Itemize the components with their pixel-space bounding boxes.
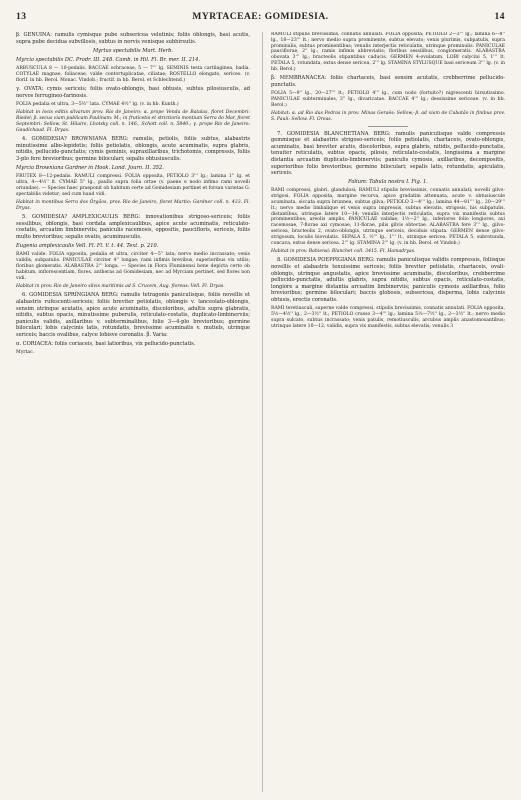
habitat-note: Habitat: α. ad Rio das Pedras in prov. Minas Geraës: Sellow; β. ad viam de Cubatão in finibus prov. S. Pauli: Sellow. Fl. Oreas. bbox=[271, 110, 505, 122]
paragraph: RAMI teretiusculi, superne valde compressi, stipulis brevissimis, connatis annulati. FOLIA opposita, 5½—4½'' lg., 2—3½'' lt.; PETIOLO crasso 3—4''' lg.; lamina 5½—7½'' lg., 2—3½'' lt.; nervo medio supra sulcato, subtus incrassato; venis patulis, remotiusculis, arcubus amplis anastomosantibus; utrinque latere 10—12, validis, supra vix manifestis, subtus elevatis; venulis 3 bbox=[271, 306, 505, 329]
synonym: Myrcia Browniana Gardner in Hook. Lond. Journ. II. 352. bbox=[16, 165, 164, 172]
left-page-number: 13 bbox=[16, 12, 27, 22]
right-page-number: 14 bbox=[494, 12, 505, 22]
paragraph: RAMI compressi, glabri, glandulosi; RAMULI stipulis brevissimis, connatis annulati; novelli gilvo-strigosi. FOLIA opposita, margine recurva, apice gradatim attenuata, acute v. obtusiuscule acuminata, siccata supra brunnea, subtus gilva; PETIOLO 2—4''' lg.; lamina 44—81''' lg., 20—29''' lt.; nervo medio limbalique et venis supra impressis, subtus elevatis, strigosis, his subpatulis, distantibus, utrinque latere 10—14; venulis interjectis reticulatis, supra vix manifestis subtus prominentibus; areolis amplis. PANICULAE validae, 1½—2'' lg., inferiores folio longiores, axi racemosae, 7-florae axi cymosae, 11-florae, pilis gilvis obtectae. ALABASTRA fere 3''' lg., gilvo-sericea, bracteolis 2, ovato-oblongis, utrinque sericeis, deciduis stipata. GERMEN dense gilvo-strigosum, loculis biovulatis. SEPALA 5, ½''' lg., 1''' lt., utrinque sericea. PETALA 5, subrotunda, concava, extus dense sericea, 2''' lg. STAMINA 3''' lg. (v. in hb. Berol. et Vindob.) bbox=[271, 188, 505, 246]
paragraph: RAMI valide. FOLIA opposita, pedalia et ultra, circiter 4—5'' lata; nervo medio incrassato; venis validis, subpatulis. PANICULAE circiter 4'' longae; rami infimis brevibus, superioribus vix utilis; floribus glomeratis. ALABASTRA 2''' longa. — Species in Flora Fluminensi bene depicta certo ob habitum, inflorescentiam, flores, antheras ad Gomidesiam, nec ad Myrciam pertinet, sed flores non vidi. bbox=[16, 252, 250, 281]
paragraph: FOLIA pedalia et ultra, 3—5½'' lata. CYMAE 4½'' lg. (v. in hb. Kunth.) bbox=[16, 101, 179, 107]
paragraph: ARBUSCULA 8 — 10-pedalis. BACCAE ochraceae, 5 — 7''' lg. SEMINIS testa cartilaginea, badia. COTYLAE magnae, foliaceae, valde contortuplicatae, ciliatae; ROSTELLO elongato, sericeo. (v. florif. in hb. Berol. Monac. Vindob.; fructif. in hb. Berol. et Schlechtend.) bbox=[16, 66, 250, 83]
paragraph: α. CORIACEA: foliis coriaceis, basi latioribus, vix pellucido-punctatis. bbox=[16, 341, 196, 348]
synonym: Myrcia spectabilis DC. Prodr. III. 248. Camb. in Hil. Fl. Br. mer. II. 214. bbox=[16, 56, 200, 63]
paragraph: β. GENUINA: ramulis cymisque pube subsericea velutinis; foliis oblongis, basi acutis, supra pube decidua subvillosis, subtus in nervis venisque subhirsutis. bbox=[16, 32, 250, 45]
habitat-note: Habitat in locis editis silvarum prov. Rio de Janeiro: α. prope Venda de Batalas, floret Decembri: Riedel; β. secus viam publicam Paulinam: M.; in fruticetis et strictioris montium Serra do Mar, floret Septembri: Sellow, St. Hilaire, Lhotsky coll. n. 146., Schott coll. n. 5840.; γ. prope Rio de Janeiro: Gaudichaud. Fl. Dryas. bbox=[16, 110, 250, 133]
paragraph: FOLIA 5—9'' lg., 20—27''' lt.; PETIOLO 4''' lg., cum nodo (fortuito?) nigrescenti hirsutissimo. PANICULAE subterminales, 3'' lg., divaricatae. BACCAE 4''' lg.; dessissime sericeae. (v. in hb. Berol.) bbox=[271, 90, 505, 108]
paragraph: FRUTEX 8—12-pedalis. RAMULI compressi. FOLIA opposita, PETIOLO 3''' lg.; lamina 1'' lg. et ultra, 4—4½'' lt. CYMAE 5'' lg., paullo supra folia ortae (v. paene e nodo infimo rami novelli oriundae). — Species haec praeponit ob habitum certe ad Gomidesiam pertinet et forsan varietas G. spectabilis videtur; sed cum haud vidi. bbox=[16, 174, 250, 197]
habitat-note: Habitat in montibus Serra dos Órgãos, prov. Rio de Janeiro, floret Martio: Gardner coll. n. 433. Fl. Dryas. bbox=[16, 200, 250, 211]
paragraph: RAMULI stipulis brevissimis, connatis annulati. FOLIA opposita; PETIOLO 2—3''' lg.; lamina 6—8'' lg., 18—23''' lt.; nervo medio supra prominente, subtus elevato; venis plurimis, subpatulis, supra prominulis, subtus prominentibus; venulis interjectis reticulatis, utrinque prominulis. PANICULAE pauciflorae, 2'' lg.; ramis infimis abbreviatis; floribus sessilibus, conglomeratis. ALABASTRA obovata 3''' lg.; bracteolis stipantibus caducis. GERMEN 4-ovulatum. LOBI calycini 5, 1''' lt. PETALA 5, rotundata, extus dense sericea, 2''' lg. STAMINA STYLUSQUE basi sericeum 3''' lg. (v. in hb. Berol.) bbox=[271, 32, 505, 72]
species-heading: 5. GOMIDESIA? AMPLEXICAULIS BERG: innovationibus strigoso-sericeis; foliis sessilibus, oblongis, basi cordata amplexicaulibus, apice acute acuminatis, reticulato-costatis, arcuatim limbinerviis; paniculis racemosis, oppositis, pauciflorís, sericeis, foliis multo brevioribus; sepalis ovatis, acuminusculis. bbox=[16, 214, 250, 240]
habitat-note: Habitat in prov. Bahiensi: Blanchet coll. 3415. Fl. Hamadryas. bbox=[271, 249, 416, 255]
text-columns bbox=[16, 32, 505, 792]
divider bbox=[368, 126, 408, 127]
paragraph: β. MEMBRANACEA: foliis chartaceis, basi sensim acutatis, crebberrime pellucido-punctatis. bbox=[271, 75, 505, 88]
synonym: Myrtus spectabilis Mart. Herb. bbox=[92, 47, 174, 54]
running-title: MYRTACEAE: GOMIDESIA. bbox=[192, 12, 329, 22]
species-heading: 8. GOMIDESIA POEPPIGIANA BERG: ramulis paniculisque validis compressis, foliisque novellis et alabastris tenuissime sericeis; foliis breviter petiolatis, chartaceis, ovali-oblongis, utrinque angustatis, apice brevissime acuminatis, discoloribus, crebberrime pellucido-punctatis, adultis glabris, supra nitidis, subtus opacis, reticulato-costatis, longiore a margine distantia arcuatim limbinerviis; paniculis cymosis axillaribus, folio brevioribus; germine biloculari; baccis globosis, subsericea, disperma, lobis calycinis obtusis, erectis coronatis. bbox=[271, 257, 505, 303]
synonym: Eugenia amplexicaulis Vell. Fl. Fl. V. t. 44. Text. p. 210. bbox=[16, 243, 159, 250]
habitat-note: Habitat in prov. Rio de Janeiro silvis maritimis ad S. Crucem, Aug. floreus: Vell. Fl. Dryas. bbox=[16, 283, 225, 289]
left-column bbox=[16, 32, 250, 792]
species-heading: 4. GOMIDESIA? BROWNIANA BERG: ramulis, petiolis, foliis subtus, alabastris minutissime albo-lepidotis; foliis petiolatis, oblongis, acute acuminatis, supra glabris, nitidis, pellucido-punctatis; cymis geminis, supraxillaribus, trichotomis, compressis, foliis 3-plo fere brevioribus; germine biloculari; sepalis obtusiusculis. bbox=[16, 136, 250, 162]
species-heading: 6. GOMIDESIA SPRINGIANA BERG: ramulis tetragonis paniculisque, foliis novellis et alabastris rufescenti-sericeis; foliis breviter petiolatis, oblongis v. lanceolato-oblongis, sensim utrinque acutatis, apice acute acuminatis, discoloribus, adultis supra glabratis, nitidis, subtus opacis, minutissime puberulis, reticulato-costatis, duplicato-limbinerviis; paniculis validis, axillaribus v. subterminalibus, folio 3—4-plo brevioribus; germine biloculari; lobis calycinis latis, rotundatis, brevissime acuminatis v. mutiels, utrinque sericeis; baccis ovalibus, calyce lobisve coronatis. β. Varia: bbox=[16, 292, 250, 338]
signature-mark: Myrtac. bbox=[16, 350, 35, 356]
right-column bbox=[262, 32, 505, 792]
figure-reference: Folium: Tabula nostra I. Fig. 1. bbox=[348, 179, 428, 186]
species-heading: 7. GOMIDESIA BLANCHETIANA BERG: ramulis paniculisque valde compressis gemmisque et alabastris strigoso-sericeis; foliis petiolatis, chartaceis, ovato-oblongis, acuminatis, basi breviter acutis, discoloribus, supra glabris, nitidis, pellucido-punctatis, tenuiter reticulatis, subtus opacis, pilosis, reticulato-costatis, longissima a margine distantia arcuatim duplicato-limbinerviis; paniculis cymosis, axillaribus, decompositis, superioribus folio brevioribus; germine biloculari; sepalis latis, rotundatis, apiculatis, sericeis. bbox=[271, 130, 505, 177]
paragraph: γ. OVATA: cymis sericeis; foliis ovato-oblongis, basi obtusis, subtus pilosiusculis, ad nervos ferrugineo-farinosis. bbox=[16, 86, 250, 99]
page-header bbox=[16, 12, 505, 22]
